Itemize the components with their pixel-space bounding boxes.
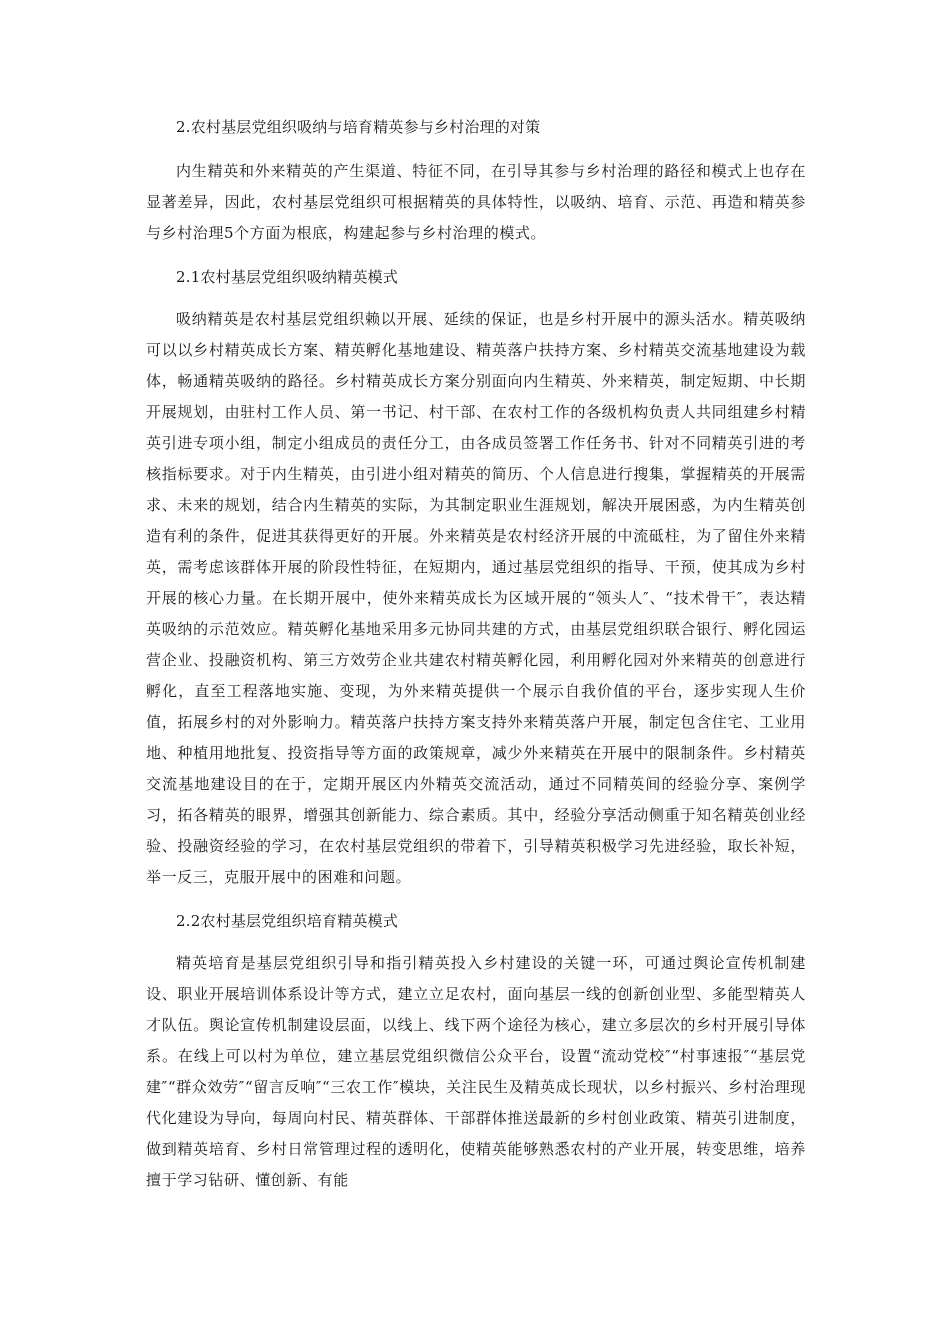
intro-paragraph: 内生精英和外来精英的产生渠道、特征不同，在引导其参与乡村治理的路径和模式上也存在显著差异，因此，农村基层党组织可根据精英的具体特性，以吸纳、培育、示范、再造和精英参与乡村治理5个方面为根底，构建起参与乡村治理的模式。	[146, 162, 806, 242]
cultivation-paragraph: 精英培育是基层党组织引导和指引精英投入乡村建设的关键一环，可通过舆论宣传机制建设、职业开展培训体系设计等方式，建立立足农村，面向基层一线的创新创业型、多能型精英人才队伍。舆论宣传机制建设层面，以线上、线下两个途径为核心，建立多层次的乡村开展引导体系。在线上可以村为单位，建立基层党组织微信公众平台，设置“流动党校″“村事速报″“基层党建″“群众效劳″“留言反响″“三农工作″模块，关注民生及精英成长现状，以乡村振兴、乡村治理现代化建设为导向，每周向村民、精英群体、干部群体推送最新的乡村创业政策、精英引进制度，做到精英培育、乡村日常管理过程的透明化，使精英能够熟悉农村的产业开展，转变思维，培养擅于学习钻研、懂创新、有能	[146, 954, 806, 1189]
section-heading-2-2: 2.2农村基层党组织培育精英模式	[176, 912, 399, 930]
section-heading-2: 2.农村基层党组织吸纳与培育精英参与乡村治理的对策	[176, 118, 541, 136]
document-page	[146, 112, 806, 1196]
section-heading-2-1: 2.1农村基层党组织吸纳精英模式	[176, 268, 399, 286]
absorption-paragraph: 吸纳精英是农村基层党组织赖以开展、延续的保证，也是乡村开展中的源头活水。精英吸纳可以以乡村精英成长方案、精英孵化基地建设、精英落户扶持方案、乡村精英交流基地建设为载体，畅通精英吸纳的路径。乡村精英成长方案分别面向内生精英、外来精英，制定短期、中长期开展规划，由驻村工作人员、第一书记、村干部、在农村工作的各级机构负责人共同组建乡村精英引进专项小组，制定小组成员的责任分工，由各成员签署工作任务书、针对不同精英引进的考核指标要求。对于内生精英，由引进小组对精英的简历、个人信息进行搜集，掌握精英的开展需求、未来的规划，结合内生精英的实际，为其制定职业生涯规划，解决开展困惑，为内生精英创造有利的条件，促进其获得更好的开展。外来精英是农村经济开展的中流砥柱，为了留住外来精英，需考虑该群体开展的阶段性特征，在短期内，通过基层党组织的指导、干预，使其成为乡村开展的核心力量。在长期开展中，使外来精英成长为区域开展的“领头人″、“技术骨干″，表达精英吸纳的示范效应。精英孵化基地采用多元协同共建的方式，由基层党组织联合银行、孵化园运营企业、投融资机构、第三方效劳企业共建农村精英孵化园，利用孵化园对外来精英的创意进行孵化，直至工程落地实施、变现，为外来精英提供一个展示自我价值的平台，逐步实现人生价值，拓展乡村的对外影响力。精英落户扶持方案支持外来精英落户开展，制定包含住宅、工业用地、种植用地批复、投资指导等方面的政策规章，减少外来精英在开展中的限制条件。乡村精英交流基地建设目的在于，定期开展区内外精英交流活动，通过不同精英间的经验分享、案例学习，拓各精英的眼界，增强其创新能力、综合素质。其中，经验分享活动侧重于知名精英创业经验、投融资经验的学习，在农村基层党组织的带着下，引导精英积极学习先进经验，取长补短，举一反三，克服开展中的困难和问题。	[146, 310, 806, 886]
